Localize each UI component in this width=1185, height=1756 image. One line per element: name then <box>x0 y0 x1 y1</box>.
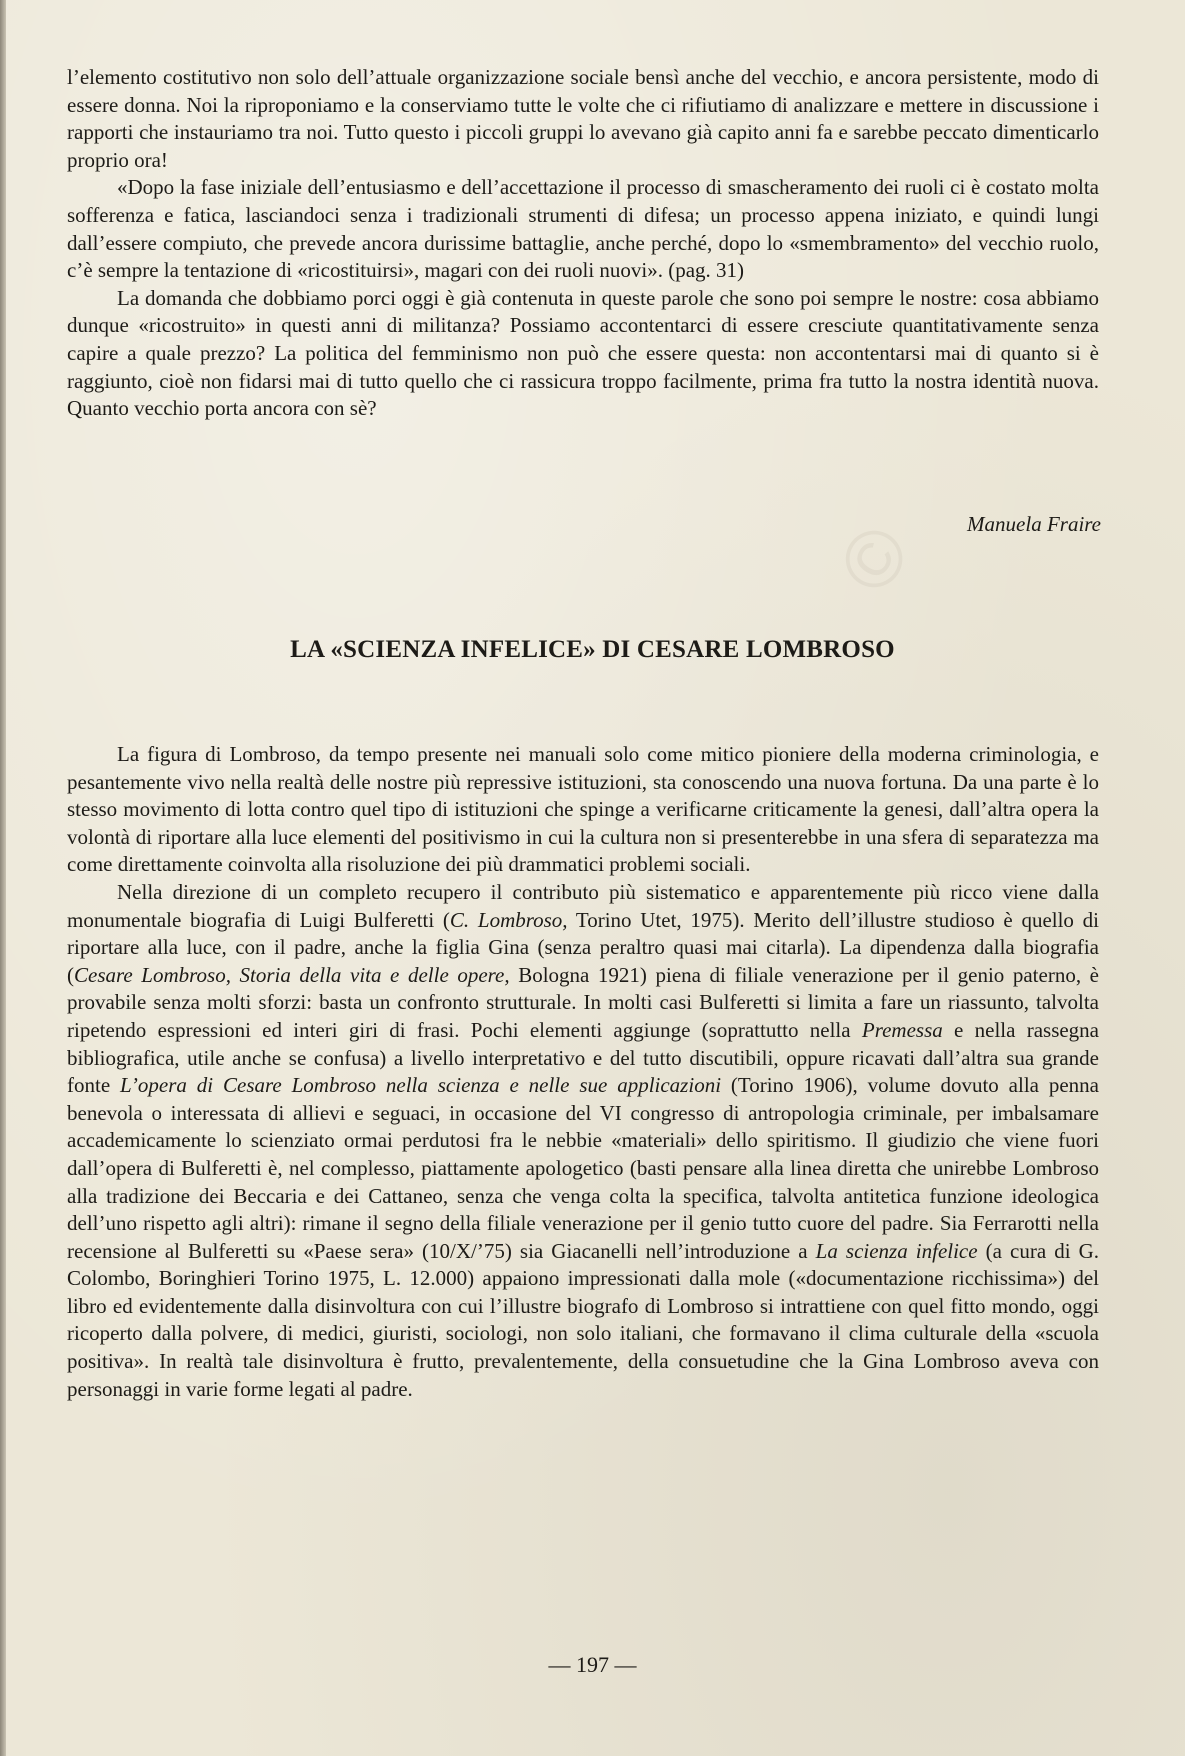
text-run: (a cura di G. Colombo, Boringhieri Torino 1975, L. 12.000) appaiono impressionati dalla mole («documentazione ricchissima») del libro ed evidentemente dalla disinvoltura con cui l’illustre biografo di Lombroso si intrattiene con quel fitto mondo, oggi ricoperto dalla polvere, di medici, giuristi, sociologi, non solo italiani, che formavano il clima culturale della «scuola positiva». In realtà tale disinvoltura è frutto, prevalentemente, della consuetudine che la Gina Lombroso aveva con personaggi in varie forme legati al padre. <box>67 1238 1100 1401</box>
page-binding-edge <box>0 0 6 1756</box>
paragraph: La figura di Lombroso, da tempo presente nei manuali solo come mitico pioniere della moderna criminologia, e pesantemente vivo nella realtà delle nostre più repressive istituzioni, sta conoscendo una nuova fortuna. Da una parte è lo stesso movimento di lotta contro quel tipo di istituzioni che spinge a verificarne criticamente la genesi, dall’altra opera la volontà di riportare alla luce elementi del positivismo in cui la cultura non si presenterebbe in una sfera di separatezza ma come direttamente coinvolta alla risoluzione dei più drammatici problemi sociali. <box>67 742 1099 877</box>
book-title: Cesare Lombroso, Storia della vita e delle opere, <box>74 962 510 987</box>
book-title: C. Lombroso, <box>449 907 568 932</box>
text-run: (Torino 1906), volume dovuto alla penna benevola o interessata di allievi e seguaci, in occasione del VI congresso di antropologia criminale, per imbalsamare accademicamente lo scienziato ormai perdutosi fra le nebbie «materiali» dello spiritismo. Il giudizio che viene fuori dall’opera di Bulferetti è, nel complesso, piattamente apologetico (basti pensare alla linea diretta che unirebbe Lombroso alla tradizione dei Beccaria e dei Cattaneo, senza che venga colta la specifica, talvolta antitetica funzione ideologica dell’uno rispetto agli altri): rimane il segno della filiale venerazione per il genio tutto cuore del padre. Sia Ferrarotti nella recensione al Bulferetti su «Paese sera» (10/X/’75) sia Giacanelli nell’introduzione a <box>67 1073 1099 1263</box>
page-number: — 197 — <box>548 1652 637 1677</box>
paragraph: La domanda che dobbiamo porci oggi è già contenuta in queste parole che sono poi sempre le nostre: cosa abbiamo dunque «ricostruito» in questi anni di militanza? Possiamo accontentarci di essere cresciute quantitativamente senza capire a quale prezzo? La politica del femminismo non può che essere questa: non accontentarsi mai di quanto si è raggiunto, cioè non fidarsi mai di tutto quello che ci rassicura troppo facilmente, prima fra tutto la nostra identità nuova. Quanto vecchio porta ancora con sè? <box>67 285 1099 421</box>
author-signature: Manuela Fraire <box>967 512 1101 536</box>
text-run: Nella direzione di un completo recupero il contributo più sistematico e apparentemente più ricco viene dalla monumentale biografia di Luigi Bulferetti ( <box>67 879 1099 932</box>
article-body <box>67 741 1099 1403</box>
paragraph <box>67 879 1099 1403</box>
previous-article-ending <box>67 64 1099 423</box>
article-title: LA «SCIENZA INFELICE» DI CESARE LOMBROSO <box>290 636 895 663</box>
book-title: La scienza infelice <box>815 1238 978 1263</box>
section-title: Premessa <box>861 1017 943 1042</box>
watermark: © <box>820 505 931 608</box>
paragraph-quote: «Dopo la fase iniziale dell’entusiasmo e dell’accettazione il processo di smascheramento dei ruoli ci è costato molta sofferenza e fatica, lasciandoci senza i tradizionali strumenti di difesa; un processo appena iniziato, e quindi lungi dall’essere compiuto, che prevede ancora durissime battaglie, anche perché, dopo lo «smembramento» del vecchio ruolo, c’è sempre la tentazione di «ricostituirsi», magari con dei ruoli nuovi». (pag. 31) <box>67 175 1099 283</box>
text-run: Torino Utet, 1975). Merito dell’illustre studioso è quello di riportare alla luce, con il padre, anche la figlia Gina (senza peraltro quasi mai citarla). La dipendenza dalla biografia ( <box>67 907 1099 987</box>
paragraph: l’elemento costitutivo non solo dell’attuale organizzazione sociale bensì anche del vecchio, e ancora persistente, modo di essere donna. Noi la riproponiamo e la conserviamo tutte le volte che ci rifiutiamo di analizzare e mettere in discussione i rapporti che instauriamo tra noi. Tutto questo i piccoli gruppi lo avevano già capito anni fa e sarebbe peccato dimenticarlo proprio ora! <box>67 65 1099 172</box>
text-run: e nella rassegna bibliografica, utile anche se confusa) a livello interpretativo e del tutto discutibili, oppure ricavati dall’altra sua grande fonte <box>67 1017 1100 1098</box>
text-run: Bologna 1921) piena di filiale venerazione per il genio paterno, è provabile senza molti sforzi: basta un confronto strutturale. In molti casi Bulferetti si limita a fare un riassunto, talvolta ripetendo espressioni ed interi giri di frasi. Pochi elementi aggiunge (soprattutto nella <box>67 962 1099 1042</box>
book-title: L’opera di Cesare Lombroso nella scienza e nelle sue applicazioni <box>120 1073 722 1098</box>
